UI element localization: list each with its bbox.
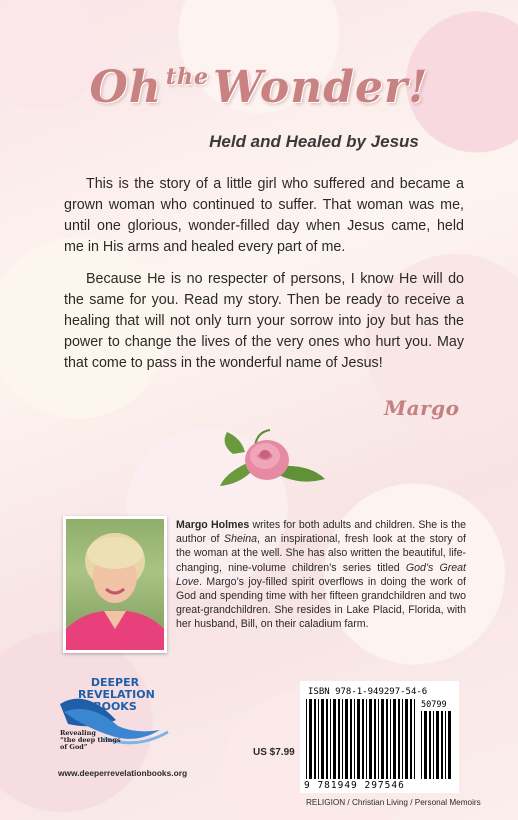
tagline-line-1: Revealing	[60, 729, 96, 737]
book-title-gods-great-love: God’s Great Love	[176, 561, 467, 588]
back-cover-blurb	[64, 174, 464, 385]
blurb-paragraph-1: This is the story of a little girl who suffered and became a grown woman who continued to suffer. That woman was me, until one glorious, wonder-filled day when Jesus came, held me in His arms and healed every part of me.	[64, 176, 464, 255]
publisher-name-line-1: DEEPER	[90, 676, 140, 689]
author-bio	[176, 518, 466, 632]
bio-text-2: , an inspirational, fresh look at the story of the woman at the well. She has also written the beautiful, life-changing, nine-volume children’s series titled	[176, 533, 467, 574]
book-title-sheina: Sheina	[224, 533, 257, 546]
title-the: the	[165, 64, 210, 90]
title-wonder: Wonder!	[213, 62, 429, 113]
book-category: RELIGION / Christian Living / Personal Memoirs	[306, 798, 481, 807]
publisher-tagline	[60, 730, 121, 751]
author-name: Margo Holmes	[176, 519, 250, 531]
title-oh: Oh	[89, 62, 162, 113]
price-label: US $7.99	[253, 747, 295, 758]
author-signature: Margo	[384, 396, 460, 420]
book-title	[0, 62, 518, 113]
book-subtitle: Held and Healed by Jesus	[209, 132, 419, 151]
tagline-line-3: of God”	[60, 743, 88, 751]
publisher-website: www.deeperrevelationbooks.org	[58, 768, 188, 778]
barcode-addon-digits: 50799	[421, 700, 447, 710]
author-photo	[63, 516, 167, 653]
publisher-name-line-2: REVELATION	[78, 688, 155, 701]
bio-text-1: writes for both adults and children. She is the author of	[176, 519, 466, 546]
bio-text-3: . Margo’s joy-filled spirit overflows in doing the work of God and spending time with her fifteen grandchildren and two great-grandchildren. She resides in Lake Placid, Florida, with her husband, Bill, on their caladium farm.	[176, 575, 466, 631]
barcode-digits: 9 781949 297546	[304, 780, 405, 791]
barcode-bars-icon	[306, 699, 418, 779]
barcode-addon-bars-icon	[421, 711, 455, 779]
rose-icon	[215, 424, 335, 494]
tagline-line-2: “the deep things	[60, 736, 121, 744]
publisher-name-line-3: BOOKS	[93, 700, 137, 713]
blurb-paragraph-2: Because He is no respecter of persons, I know He will do the same for you. Read my story. Then be ready to receive a healing that will not only turn your sorrow into joy but has the power to change the lives of the very ones who hurt you. May that come to pass in the wonderful name of Jesus!	[64, 271, 464, 371]
isbn-text: ISBN 978-1-949297-54-6	[308, 687, 428, 697]
isbn-barcode	[300, 681, 459, 793]
